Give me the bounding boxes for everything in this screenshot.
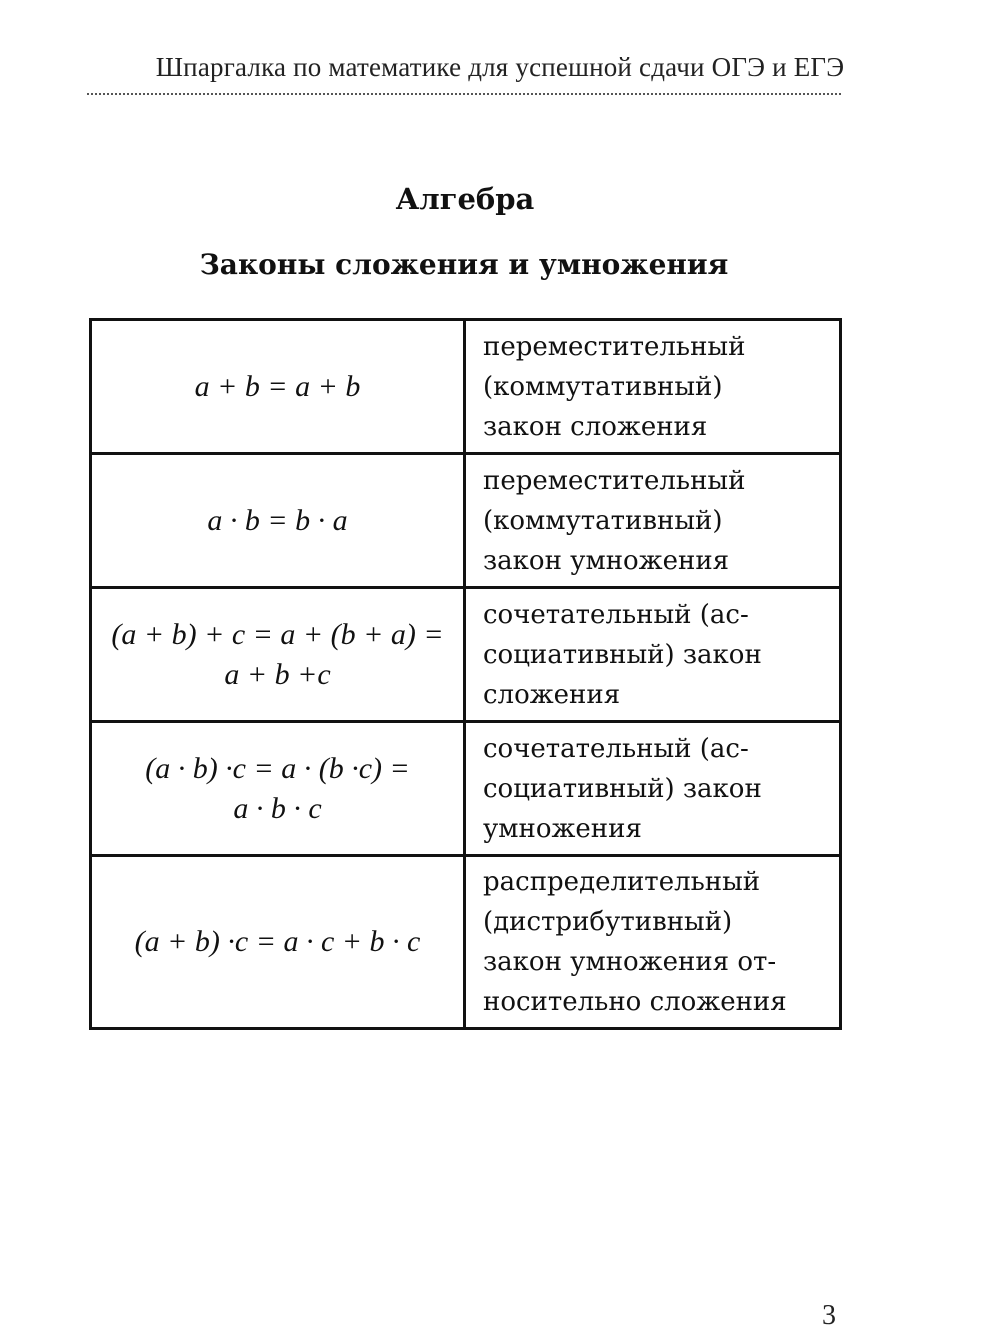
- table-row: [91, 588, 841, 722]
- formula-line: a · b = b · a: [207, 503, 348, 537]
- formula-cell: [91, 454, 465, 588]
- subsection-title: Законы сложения и умножения: [199, 248, 729, 281]
- formula: [92, 501, 463, 541]
- law-description: распределительный (дистрибутивный) закон умножения от- носительно сложения: [483, 867, 787, 1017]
- formula: [92, 749, 463, 829]
- running-header: Шпаргалка по математике для успешной сдачи ОГЭ и ЕГЭ: [155, 52, 845, 82]
- formula-line: (a + b) ·c = a · c + b · c: [134, 925, 421, 958]
- description-cell: [465, 320, 841, 454]
- formula-cell: [91, 320, 465, 454]
- law-description: сочетательный (ас- социативный) закон сложения: [483, 599, 762, 710]
- law-description: переместительный (коммутативный) закон сложения: [483, 331, 746, 442]
- formula-line: (a · b) ·c = a · (b ·c) =: [145, 751, 410, 785]
- section-title: Алгебра: [395, 182, 535, 216]
- formula-cell: [91, 722, 465, 856]
- formula-line: a + b = a + b: [194, 369, 361, 403]
- description-cell: [465, 856, 841, 1029]
- law-description: переместительный (коммутативный) закон умножения: [483, 465, 746, 576]
- formula-line: a · b · c: [233, 791, 322, 825]
- formula: [92, 367, 463, 407]
- formula: [92, 615, 463, 695]
- table-row: [91, 320, 841, 454]
- description-cell: [465, 588, 841, 722]
- law-description: сочетательный (ас- социативный) закон умножения: [483, 733, 762, 844]
- formula-cell: [91, 588, 465, 722]
- table-row: [91, 454, 841, 588]
- table-row: [91, 856, 841, 1029]
- table-row: [91, 722, 841, 856]
- description-cell: [465, 454, 841, 588]
- formula: [92, 922, 463, 962]
- description-cell: [465, 722, 841, 856]
- formula-cell: [91, 856, 465, 1029]
- laws-table: [89, 318, 842, 1030]
- formula-line: (a + b) + c = a + (b + a) =: [111, 617, 444, 651]
- formula-line: a + b +c: [224, 657, 331, 691]
- page-number: 3: [822, 1300, 836, 1331]
- header-dotted-rule: [87, 93, 841, 95]
